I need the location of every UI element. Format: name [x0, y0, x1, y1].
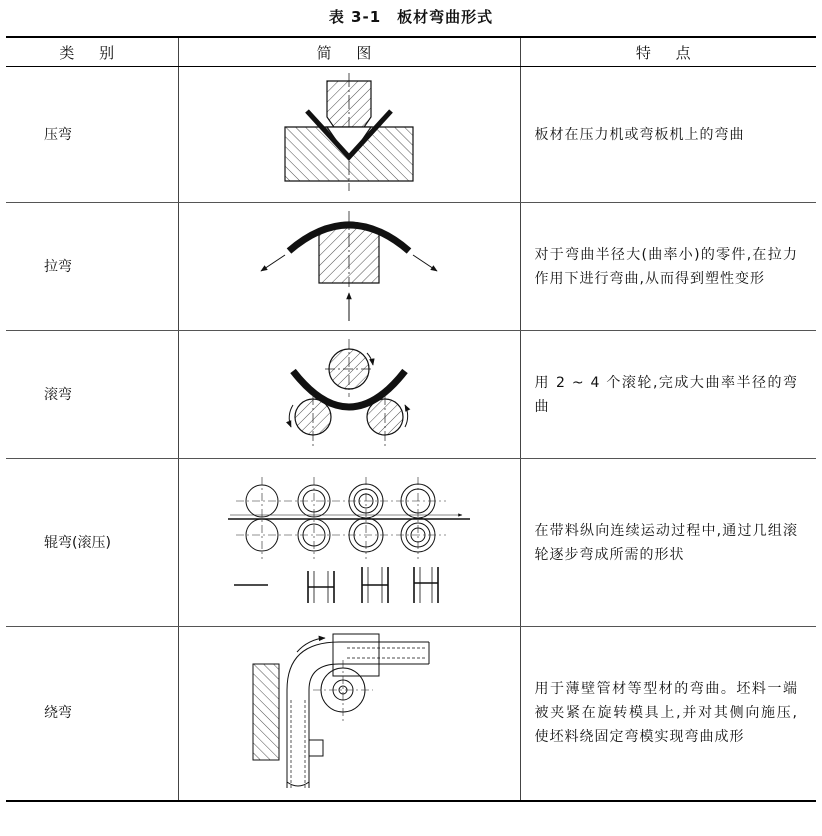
wrap-bending-diagram — [178, 627, 520, 801]
header-diagram: 简 图 — [178, 37, 520, 67]
row-feature: 在带料纵向连续运动过程中,通过几组滚轮逐步弯成所需的形状 — [520, 459, 816, 627]
header-category: 类 别 — [6, 37, 178, 67]
bending-forms-table — [6, 36, 816, 802]
table-row — [6, 203, 816, 331]
row-category: 绕弯 — [6, 627, 178, 801]
header-feature: 特 点 — [520, 37, 816, 67]
table-title: 表 3-1 板材弯曲形式 — [328, 8, 494, 26]
roll-forming-diagram — [178, 459, 520, 627]
table-row — [6, 459, 816, 627]
press-bending-diagram — [178, 67, 520, 203]
row-feature: 用于薄壁管材等型材的弯曲。坯料一端被夹紧在旋转模具上,并对其侧向施压,使坯料绕固定弯模实现弯曲成形 — [520, 627, 816, 801]
row-feature: 板材在压力机或弯板机上的弯曲 — [520, 67, 816, 203]
row-category: 压弯 — [6, 67, 178, 203]
row-feature: 用 2 ~ 4 个滚轮,完成大曲率半径的弯曲 — [520, 331, 816, 459]
roll-bending-diagram — [178, 331, 520, 459]
row-category: 拉弯 — [6, 203, 178, 331]
table-header-row — [6, 37, 816, 67]
row-category: 滚弯 — [6, 331, 178, 459]
table-row — [6, 627, 816, 801]
table-row — [6, 67, 816, 203]
stretch-bending-diagram — [178, 203, 520, 331]
row-feature: 对于弯曲半径大(曲率小)的零件,在拉力作用下进行弯曲,从而得到塑性变形 — [520, 203, 816, 331]
row-category: 辊弯(滚压) — [6, 459, 178, 627]
table-row — [6, 331, 816, 459]
